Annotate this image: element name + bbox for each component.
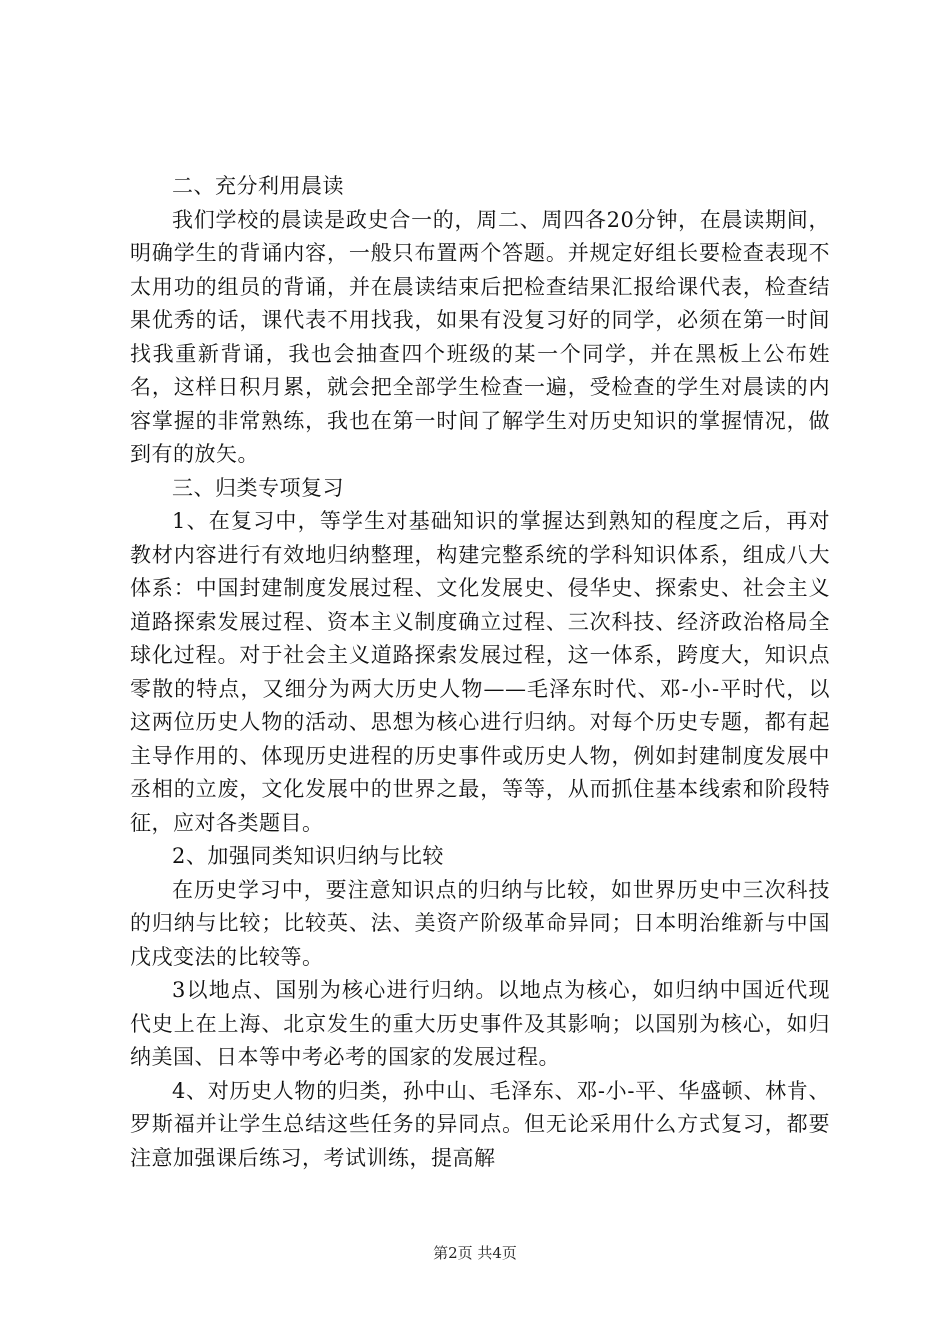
paragraph-morning-reading: 我们学校的晨读是政史合一的，周二、周四各20分钟，在晨读期间，明确学生的背诵内容，一般只布置两个答题。并规定好组长要检查表现不太用功的组员的背诵，并在晨读结束后把检查结果汇报给课代表，检查结果优秀的话，课代表不用找我，如果有没复习好的同学，必须在第一时间找我重新背诵，我也会抽查四个班级的某一个同学，并在黑板上公布姓名，这样日积月累，就会把全部学生检查一遍，受检查的学生对晨读的内容掌握的非常熟练，我也在第一时间了解学生对历史知识的掌握情况，做到有的放矢。 <box>130 207 830 466</box>
section-heading-morning-reading: 二、充分利用晨读 <box>172 174 344 198</box>
subheading-comparison: 2、加强同类知识归纳与比较 <box>172 844 444 868</box>
paragraph-historical-figures: 4、对历史人物的归类，孙中山、毛泽东、邓-小-平、华盛顿、林肯、罗斯福并让学生总结这些任务的异同点。但无论采用什么方式复习，都要注意加强课后练习，考试训练，提高解 <box>130 1078 830 1170</box>
paragraph-location-country: 3以地点、国别为核心进行归纳。以地点为核心，如归纳中国近代现代史上在上海、北京发生的重大历史事件及其影响；以国别为核心，如归纳美国、日本等中考必考的国家的发展过程。 <box>130 978 830 1069</box>
paragraph-comparison: 在历史学习中，要注意知识点的归纳与比较，如世界历史中三次科技的归纳与比较；比较英、法、美资产阶级革命异同；日本明治维新与中国戊戌变法的比较等。 <box>130 877 830 969</box>
page-number-footer: 第2页 共4页 <box>433 1244 517 1262</box>
paragraph-knowledge-systems: 1、在复习中，等学生对基础知识的掌握达到熟知的程度之后，再对教材内容进行有效地归纳整理，构建完整系统的学科知识体系，组成八大体系：中国封建制度发展过程、文化发展史、侵华史、探索史、社会主义道路探索发展过程、资本主义制度确立过程、三次科技、经济政治格局全球化过程。对于社会主义道路探索发展过程，这一体系，跨度大，知识点零散的特点，又细分为两大历史人物——毛泽东时代、邓-小-平时代，以这两位历史人物的活动、思想为核心进行归纳。对每个历史专题，都有起主导作用的、体现历史进程的历史事件或历史人物，例如封建制度发展中丞相的立废，文化发展中的世界之最，等等，从而抓住基本线索和阶段特征，应对各类题目。 <box>130 509 830 835</box>
document-body <box>130 170 830 1175</box>
section-heading-classified-review: 三、归类专项复习 <box>172 475 344 500</box>
